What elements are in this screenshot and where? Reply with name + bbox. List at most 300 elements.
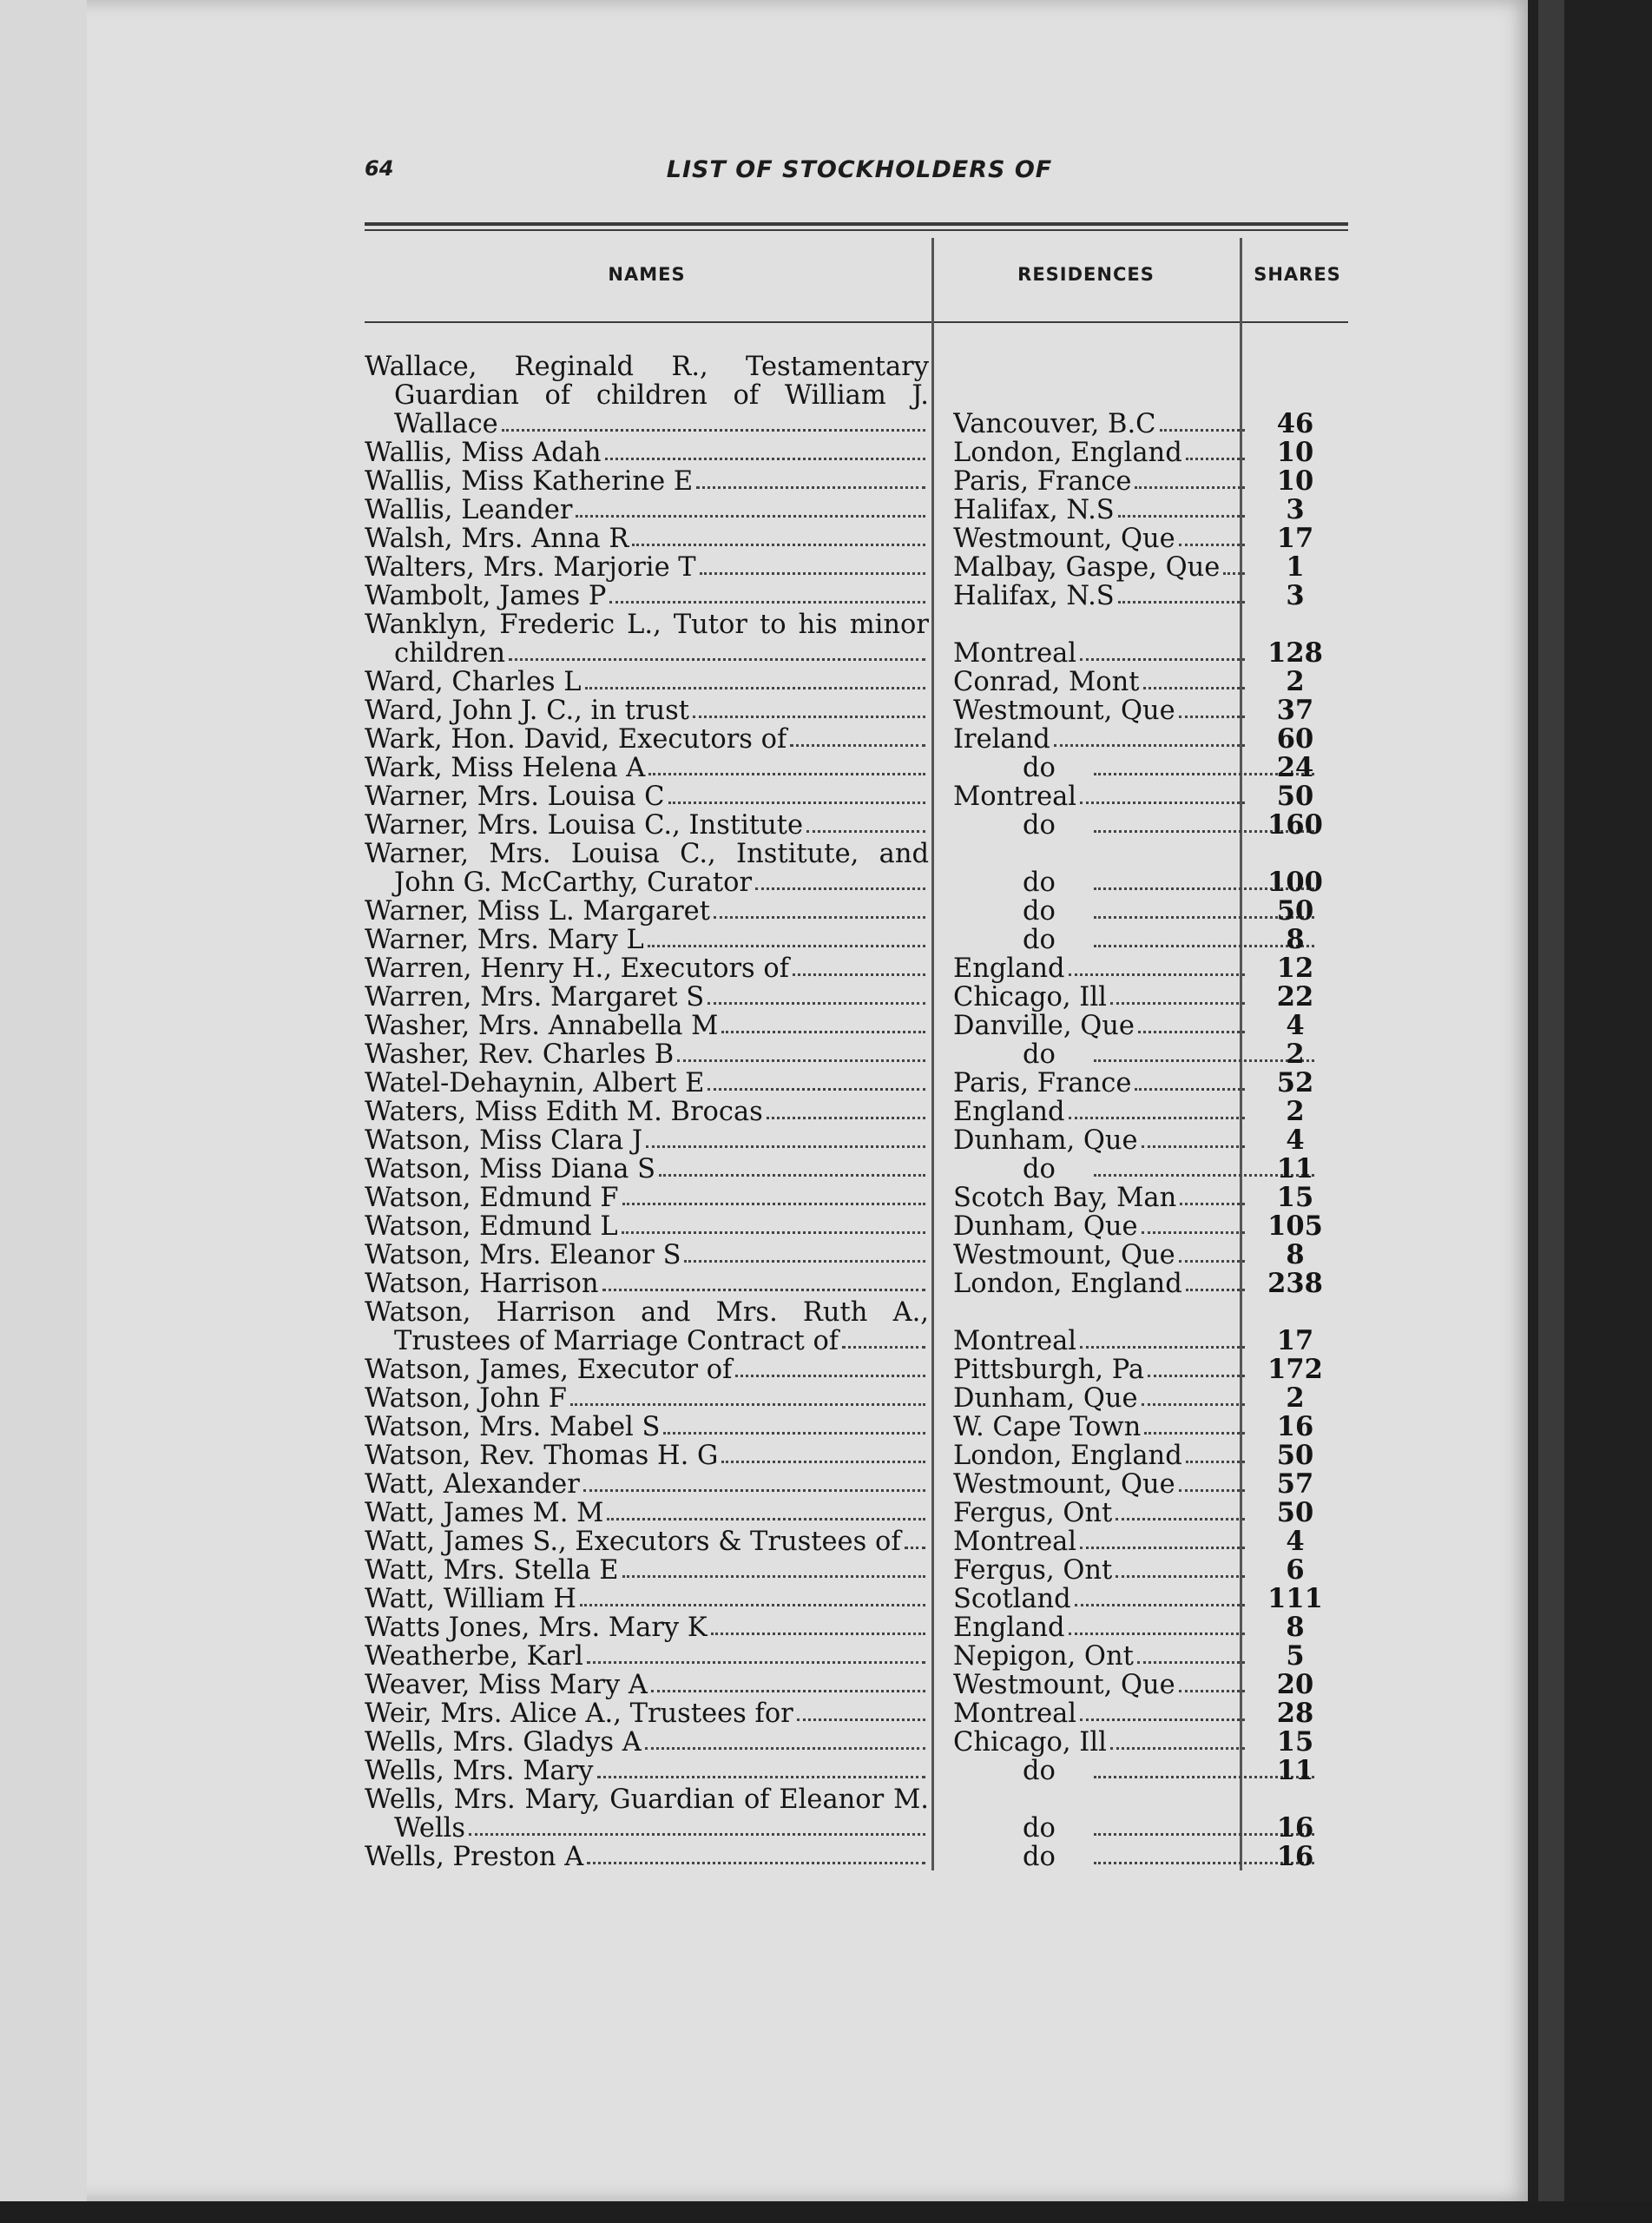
- shares-value: 2: [1286, 1039, 1305, 1070]
- residence-text: Montreal: [953, 1527, 1077, 1556]
- dot-leader: [700, 553, 925, 575]
- dot-leader: [1138, 1012, 1245, 1033]
- dot-leader: [1137, 1642, 1245, 1664]
- name-line: Washer, Mrs. Annabella M: [365, 1012, 719, 1040]
- table-row: [365, 1241, 1348, 1270]
- table-row: [365, 1413, 1348, 1441]
- dot-leader: [755, 868, 925, 890]
- dot-leader: [711, 1613, 925, 1635]
- table-row: [365, 1155, 1348, 1184]
- residence: [953, 782, 1248, 811]
- stockholder-name: [365, 1356, 929, 1384]
- table-row: [365, 1441, 1348, 1470]
- residence: [953, 410, 1248, 439]
- name-line: Warner, Mrs. Louisa C., Institute: [365, 811, 804, 840]
- name-line: John G. McCarthy, Curator: [394, 868, 753, 897]
- page-number: 64: [365, 156, 394, 181]
- name-line: Wallace, Reginald R., Testamentary: [365, 353, 929, 381]
- residence-text: Halifax, N.S: [953, 582, 1115, 610]
- residence-text: Montreal: [953, 1327, 1077, 1356]
- shares-value: 46: [1276, 408, 1314, 439]
- table-row: [365, 1126, 1348, 1155]
- residence: [953, 1413, 1248, 1441]
- shares-value: 11: [1276, 1153, 1314, 1184]
- name-line: Watt, Alexander: [365, 1470, 580, 1499]
- residence: [953, 1642, 1248, 1671]
- residence-text: do: [1023, 811, 1056, 840]
- table-row: [365, 1585, 1348, 1613]
- table-row: [365, 1356, 1348, 1384]
- residence-text: Conrad, Mont: [953, 668, 1140, 696]
- left-margin: [0, 0, 87, 2201]
- residence: [953, 1671, 1248, 1699]
- table-row: [365, 983, 1348, 1012]
- dot-leader: [1080, 639, 1245, 661]
- dot-leader: [648, 926, 925, 947]
- residence: [953, 1184, 1248, 1212]
- name-line: Weir, Mrs. Alice A., Trustees for: [365, 1699, 793, 1728]
- dot-leader: [1110, 1728, 1245, 1750]
- residence: [953, 1527, 1248, 1556]
- table-row: [365, 1499, 1348, 1527]
- stockholder-name: [365, 668, 929, 696]
- residence-text: Danville, Que: [953, 1012, 1135, 1040]
- stockholder-name: [365, 1270, 929, 1298]
- stockholder-name: [365, 1785, 929, 1843]
- name-line: Watson, John F: [365, 1384, 567, 1413]
- table-row: [365, 725, 1348, 754]
- shares-value: 11: [1276, 1755, 1314, 1786]
- dot-leader: [714, 897, 925, 919]
- table-row: [365, 582, 1348, 610]
- shares-value: 4: [1286, 1125, 1305, 1156]
- residence-text: Nepigon, Ont: [953, 1642, 1134, 1671]
- residence-text: do: [1023, 897, 1056, 926]
- column-header-shares: SHARES: [1254, 264, 1341, 285]
- stockholder-name: [365, 725, 929, 754]
- residence-text: Montreal: [953, 639, 1077, 668]
- residence-text: Dunham, Que: [953, 1384, 1138, 1413]
- shares-value: 4: [1286, 1526, 1305, 1557]
- shares-value: 10: [1276, 465, 1314, 497]
- name-line: Ward, Charles L: [365, 668, 582, 696]
- table-row: [365, 1642, 1348, 1671]
- stockholder-name: [365, 1527, 929, 1556]
- table-row: [365, 1527, 1348, 1556]
- table-row: [365, 1069, 1348, 1098]
- dot-leader: [708, 1069, 925, 1091]
- residence-text: Chicago, Ill: [953, 1728, 1107, 1757]
- residence-text: Scotch Bay, Man: [953, 1184, 1177, 1212]
- stockholder-name: [365, 926, 929, 954]
- dot-leader: [1054, 725, 1245, 747]
- dot-leader: [1075, 1585, 1245, 1606]
- residence-text: do: [1023, 1757, 1056, 1785]
- stockholder-name: [365, 954, 929, 983]
- dot-leader: [1179, 524, 1245, 546]
- dot-leader: [1142, 1384, 1245, 1406]
- shares-value: 10: [1276, 437, 1314, 468]
- residence: [953, 1384, 1248, 1413]
- name-line: Watson, Mrs. Mabel S: [365, 1413, 661, 1441]
- dot-leader: [645, 1728, 925, 1750]
- dot-leader: [1116, 1556, 1245, 1578]
- residence-text: Dunham, Que: [953, 1126, 1138, 1155]
- table-row: [365, 467, 1348, 496]
- residence: [953, 1241, 1248, 1270]
- stockholder-name: [365, 1843, 929, 1871]
- table-row: [365, 1184, 1348, 1212]
- stockholder-name: [365, 1012, 929, 1040]
- name-line: Warner, Mrs. Louisa C., Institute, and: [365, 840, 929, 868]
- name-line: Trustees of Marriage Contract of: [394, 1327, 839, 1356]
- shares-value: 8: [1286, 924, 1305, 955]
- dot-leader: [1180, 1184, 1245, 1205]
- dot-leader: [1116, 1499, 1245, 1520]
- dot-leader: [677, 1040, 925, 1062]
- header-rule-thin: [365, 229, 1348, 231]
- shares-value: 4: [1286, 1010, 1305, 1041]
- stockholder-name: [365, 1126, 929, 1155]
- residence: [953, 1356, 1248, 1384]
- dot-leader: [1179, 1671, 1245, 1692]
- shares-value: 2: [1286, 666, 1305, 697]
- stockholder-name: [365, 897, 929, 926]
- dot-leader: [587, 1843, 925, 1864]
- name-line: Guardian of children of William J.: [394, 381, 929, 410]
- name-line: Watts Jones, Mrs. Mary K: [365, 1613, 708, 1642]
- shares-value: 1: [1286, 551, 1305, 583]
- shares-value: 3: [1286, 580, 1305, 611]
- dot-leader: [585, 668, 925, 689]
- shares-value: 57: [1276, 1468, 1314, 1500]
- stockholder-name: [365, 1413, 929, 1441]
- name-line: Warner, Miss L. Margaret: [365, 897, 710, 926]
- residence-text: Scotland: [953, 1585, 1071, 1613]
- shares-value: 17: [1276, 523, 1314, 554]
- stockholder-name: [365, 1470, 929, 1499]
- column-header-residences: RESIDENCES: [1017, 264, 1155, 285]
- table-row: [365, 553, 1348, 582]
- residence: [953, 553, 1248, 582]
- residence: [953, 725, 1248, 754]
- dot-leader: [1186, 439, 1245, 460]
- dot-leader: [651, 1671, 925, 1692]
- stockholder-name: [365, 983, 929, 1012]
- residence-text: London, England: [953, 439, 1182, 467]
- name-line: Wark, Hon. David, Executors of: [365, 725, 787, 754]
- stockholder-name: [365, 1155, 929, 1184]
- table-row: [365, 610, 1348, 668]
- residence: [953, 524, 1248, 553]
- stockholder-name: [365, 1757, 929, 1785]
- stockholder-name: [365, 1098, 929, 1126]
- residence: [953, 1556, 1248, 1585]
- dot-leader: [646, 1126, 925, 1148]
- name-line: Watson, Miss Clara J: [365, 1126, 643, 1155]
- dot-leader: [583, 1470, 925, 1492]
- residence: [953, 1441, 1248, 1470]
- dot-leader: [797, 1699, 925, 1721]
- dot-leader: [648, 754, 925, 775]
- residence: [953, 1098, 1248, 1126]
- dot-leader: [570, 1384, 925, 1406]
- name-line: Watson, James, Executor of: [365, 1356, 733, 1384]
- shares-value: 105: [1267, 1210, 1323, 1242]
- name-line: Warren, Henry H., Executors of: [365, 954, 790, 983]
- dot-leader: [1142, 1212, 1245, 1234]
- stockholder-name: [365, 1556, 929, 1585]
- dot-leader: [793, 954, 925, 976]
- residence-text: London, England: [953, 1441, 1182, 1470]
- name-line: Washer, Rev. Charles B: [365, 1040, 675, 1069]
- shares-value: 37: [1276, 695, 1314, 726]
- table-row: [365, 1298, 1348, 1356]
- residence: [953, 1470, 1248, 1499]
- shares-value: 50: [1276, 1440, 1314, 1471]
- dot-leader: [721, 1441, 925, 1463]
- name-line: Watt, William H: [365, 1585, 577, 1613]
- table-row: [365, 1699, 1348, 1728]
- residence-text: Vancouver, B.C: [953, 410, 1156, 439]
- dot-leader: [632, 524, 925, 546]
- residence-text: Paris, France: [953, 1069, 1132, 1098]
- name-line: Watt, Mrs. Stella E: [365, 1556, 619, 1585]
- name-line: Weaver, Miss Mary A: [365, 1671, 648, 1699]
- residence: [953, 582, 1248, 610]
- dot-leader: [607, 1499, 925, 1520]
- residence: [953, 983, 1248, 1012]
- shares-value: 238: [1267, 1268, 1323, 1299]
- stockholder-name: [365, 782, 929, 811]
- residence-text: England: [953, 954, 1065, 983]
- dot-leader: [735, 1356, 925, 1377]
- shares-value: 3: [1286, 494, 1305, 525]
- dot-leader: [509, 639, 925, 661]
- shares-value: 8: [1286, 1612, 1305, 1643]
- shares-value: 16: [1276, 1812, 1314, 1844]
- name-line: Watson, Rev. Thomas H. G: [365, 1441, 719, 1470]
- dot-leader: [721, 1012, 925, 1033]
- residence-text: England: [953, 1613, 1065, 1642]
- name-line: Wallis, Miss Adah: [365, 439, 602, 467]
- name-line: Wark, Miss Helena A: [365, 754, 646, 782]
- binding-shadow: [1538, 0, 1564, 2223]
- dot-leader: [684, 1241, 925, 1263]
- dot-leader: [806, 811, 925, 833]
- stockholder-name: [365, 1184, 929, 1212]
- shares-value: 20: [1276, 1669, 1314, 1700]
- stockholder-name: [365, 840, 929, 897]
- name-line: Watel-Dehaynin, Albert E: [365, 1069, 705, 1098]
- stockholder-name: [365, 1613, 929, 1642]
- header-rule: [365, 222, 1348, 226]
- residence-text: Montreal: [953, 782, 1077, 811]
- residence-text: London, England: [953, 1270, 1182, 1298]
- dot-leader: [597, 1757, 925, 1778]
- stockholder-name: [365, 1384, 929, 1413]
- name-line: Wells, Mrs. Mary, Guardian of Eleanor M.: [365, 1785, 929, 1814]
- stockholder-name: [365, 553, 929, 582]
- name-line: Wambolt, James P: [365, 582, 607, 610]
- page-header: [365, 156, 1354, 200]
- table-row: [365, 1757, 1348, 1785]
- table-row: [365, 754, 1348, 782]
- residence-text: do: [1023, 868, 1056, 897]
- table-row: [365, 782, 1348, 811]
- table-row: [365, 1270, 1348, 1298]
- stockholder-name: [365, 1441, 929, 1470]
- stockholder-name: [365, 1499, 929, 1527]
- name-line: Wells, Mrs. Mary: [365, 1757, 594, 1785]
- residence-text: do: [1023, 926, 1056, 954]
- dot-leader: [1143, 668, 1245, 689]
- shares-value: 12: [1276, 953, 1314, 984]
- residence-text: Chicago, Ill: [953, 983, 1107, 1012]
- column-header-rule: [365, 321, 1348, 323]
- dot-leader: [1069, 1098, 1245, 1119]
- dot-leader: [576, 496, 925, 518]
- dot-leader: [1110, 983, 1245, 1005]
- dot-leader: [842, 1327, 925, 1349]
- residence-text: do: [1023, 1843, 1056, 1871]
- shares-value: 111: [1267, 1583, 1323, 1614]
- shares-value: 24: [1276, 752, 1314, 783]
- dot-leader: [1080, 1699, 1245, 1721]
- table-row: [365, 1843, 1348, 1871]
- residence-text: W. Cape Town: [953, 1413, 1142, 1441]
- name-line: Wells: [394, 1814, 466, 1843]
- stockholder-name: [365, 1069, 929, 1098]
- table-row: [365, 926, 1348, 954]
- dot-leader: [1069, 1613, 1245, 1635]
- shares-value: 5: [1286, 1640, 1305, 1672]
- stockholder-name: [365, 467, 929, 496]
- dot-leader: [1135, 467, 1245, 489]
- dot-leader: [663, 1413, 925, 1435]
- dot-leader: [1135, 1069, 1245, 1091]
- name-line: Wallis, Miss Katherine E: [365, 467, 694, 496]
- name-line: Warner, Mrs. Mary L: [365, 926, 644, 954]
- dot-leader: [622, 1184, 925, 1205]
- shares-value: 16: [1276, 1411, 1314, 1442]
- dot-leader: [708, 983, 925, 1005]
- residence-text: Westmount, Que: [953, 1241, 1175, 1270]
- table-row: [365, 668, 1348, 696]
- name-line: Watt, James M. M: [365, 1499, 604, 1527]
- table-row: [365, 1470, 1348, 1499]
- name-line: Watson, Miss Diana S: [365, 1155, 655, 1184]
- shares-value: 52: [1276, 1067, 1314, 1098]
- residence: [953, 496, 1248, 524]
- name-line: Watson, Edmund F: [365, 1184, 619, 1212]
- name-line: Watson, Mrs. Eleanor S: [365, 1241, 681, 1270]
- residence-text: Montreal: [953, 1699, 1077, 1728]
- shares-value: 100: [1267, 867, 1323, 898]
- table-row: [365, 1728, 1348, 1757]
- name-line: Wallis, Leander: [365, 496, 573, 524]
- dot-leader: [1160, 410, 1246, 432]
- residence-text: England: [953, 1098, 1065, 1126]
- residence-text: Malbay, Gaspe, Que: [953, 553, 1221, 582]
- shares-value: 17: [1276, 1325, 1314, 1356]
- name-line: Watson, Edmund L: [365, 1212, 618, 1241]
- residence: [953, 1069, 1248, 1098]
- stockholder-name: [365, 1298, 929, 1356]
- shares-value: 160: [1267, 809, 1323, 841]
- dot-leader: [1142, 1126, 1245, 1148]
- stockholder-name: [365, 754, 929, 782]
- shares-value: 128: [1267, 637, 1323, 669]
- shares-value: 50: [1276, 895, 1314, 927]
- name-line: Watson, Harrison and Mrs. Ruth A.,: [365, 1298, 929, 1327]
- residence: [953, 639, 1248, 668]
- residence-text: Fergus, Ont: [953, 1499, 1113, 1527]
- dot-leader: [693, 696, 925, 718]
- residence-text: Westmount, Que: [953, 524, 1175, 553]
- shares-value: 2: [1286, 1382, 1305, 1414]
- stockholder-name: [365, 1040, 929, 1069]
- name-line: Ward, John J. C., in trust: [365, 696, 690, 725]
- name-line: Wallace: [394, 410, 498, 439]
- table-row: [365, 696, 1348, 725]
- dot-leader: [1080, 782, 1245, 804]
- table-row: [365, 897, 1348, 926]
- dot-leader: [1080, 1327, 1245, 1349]
- residence-text: Paris, France: [953, 467, 1132, 496]
- residence: [953, 439, 1248, 467]
- stockholder-name: [365, 1671, 929, 1699]
- name-line: Wanklyn, Frederic L., Tutor to his minor: [365, 610, 929, 639]
- dot-leader: [609, 582, 925, 604]
- shares-value: 6: [1286, 1554, 1305, 1586]
- name-line: Wells, Mrs. Gladys A: [365, 1728, 642, 1757]
- residence-text: Halifax, N.S: [953, 496, 1115, 524]
- dot-leader: [1179, 1241, 1245, 1263]
- shares-value: 172: [1267, 1354, 1323, 1385]
- table-row: [365, 353, 1348, 439]
- shares-value: 8: [1286, 1239, 1305, 1270]
- stockholder-name: [365, 524, 929, 553]
- dot-leader: [1148, 1356, 1245, 1377]
- dot-leader: [1080, 1527, 1245, 1549]
- residence-text: Westmount, Que: [953, 1470, 1175, 1499]
- table-row: [365, 1040, 1348, 1069]
- residence-text: Fergus, Ont: [953, 1556, 1113, 1585]
- table-row: [365, 1671, 1348, 1699]
- dot-leader: [622, 1212, 925, 1234]
- dot-leader: [587, 1642, 925, 1664]
- dot-leader: [602, 1270, 925, 1291]
- stockholder-name: [365, 610, 929, 668]
- residence-text: Pittsburgh, Pa: [953, 1356, 1145, 1384]
- residence: [953, 1585, 1248, 1613]
- table-row: [365, 496, 1348, 524]
- table-row: [365, 1785, 1348, 1843]
- name-line: Watson, Harrison: [365, 1270, 599, 1298]
- residence: [953, 954, 1248, 983]
- residence: [953, 668, 1248, 696]
- residence: [953, 1499, 1248, 1527]
- shares-value: 28: [1276, 1698, 1314, 1729]
- stockholder-name: [365, 1241, 929, 1270]
- shares-value: 50: [1276, 1497, 1314, 1528]
- dot-leader: [580, 1585, 925, 1606]
- dot-leader: [1179, 696, 1245, 718]
- dot-leader: [469, 1814, 925, 1836]
- residence-text: Westmount, Que: [953, 696, 1175, 725]
- residence-text: Dunham, Que: [953, 1212, 1138, 1241]
